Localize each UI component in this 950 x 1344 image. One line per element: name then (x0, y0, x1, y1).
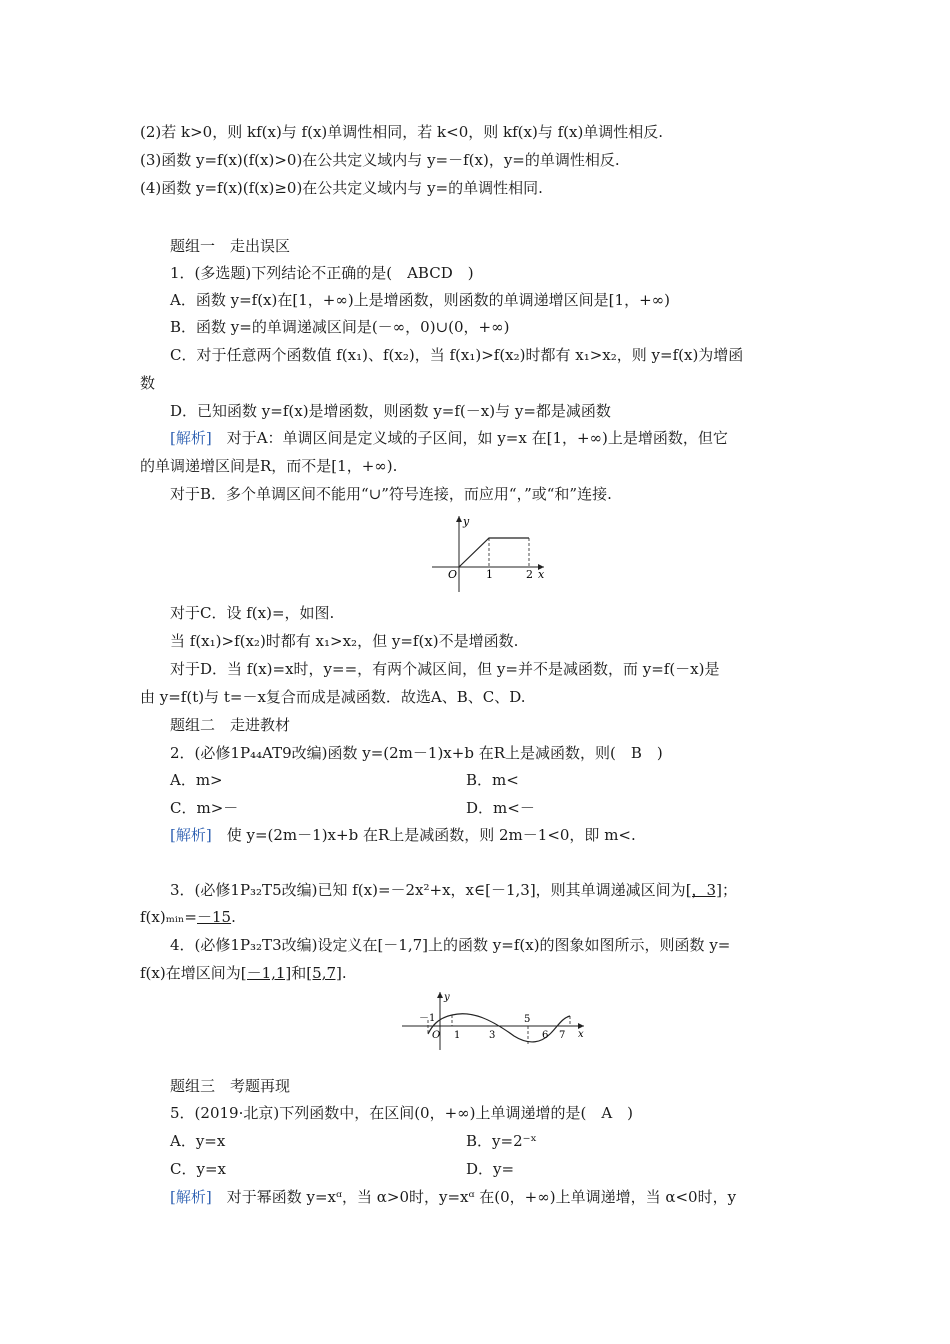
analysis-tag: [解析] (170, 1188, 212, 1206)
fig2-x-label: x (578, 1029, 584, 1040)
question-3-answer-2: －15 (197, 908, 232, 926)
group-heading-3: 题组三 考题再现 (170, 1077, 291, 1095)
question-4-text: f(x)在增区间为 (140, 964, 241, 982)
analysis-2-text: 使 y=(2m－1)x+b 在R上是减函数，则 2m－1<0，即 m<. (211, 826, 636, 844)
property-4: (4)函数 y=f(x)(f(x)≥0)在公共定义域内与 y=的单调性相同. (140, 179, 543, 197)
question-1-option-d: D．已知函数 y=f(x)是增函数，则函数 y=f(－x)与 y=都是减函数 (170, 402, 611, 420)
analysis-tag: [解析] (170, 429, 212, 447)
question-5-option-a: A．y=x (170, 1132, 226, 1150)
fig1-x-label: x (538, 568, 545, 581)
analysis-5 (170, 1187, 736, 1207)
question-1-option-a: A．函数 y=f(x)在[1，+∞)上是增函数，则函数的单调递增区间是[1，+∞) (170, 291, 670, 309)
fig2-y-label: y (444, 992, 450, 1003)
analysis-1-c-cont: 当 f(x₁)>f(x₂)时都有 x₁>x₂，但 y=f(x)不是增函数. (170, 632, 519, 650)
fig2-tick-3: 3 (489, 1030, 496, 1041)
question-2-option-c: C．m>－ (170, 799, 239, 817)
question-1-option-c: C．对于任意两个函数值 f(x₁)、f(x₂)，当 f(x₁)>f(x₂)时都有 x₁>x₂，则 y=f(x)为增函 (170, 346, 744, 364)
question-4-answer-1: [－1,1] (240, 964, 292, 982)
figure-piecewise-graph (432, 512, 552, 592)
question-4-and: 和 (291, 964, 307, 982)
fig2-tick-7: 7 (559, 1030, 566, 1041)
question-2-option-b: B．m< (466, 771, 519, 789)
question-5-option-c: C．y=x (170, 1160, 226, 1178)
question-4-end: . (341, 964, 347, 982)
question-5-option-b: B．y=2⁻ˣ (466, 1132, 537, 1150)
property-3: (3)函数 y=f(x)(f(x)>0)在公共定义域内与 y=－f(x)，y=的单调性相反. (140, 151, 620, 169)
question-3-end: . (231, 908, 236, 926)
question-1-option-c-cont: 数 (140, 374, 156, 392)
analysis-5-text: 对于幂函数 y=xᵅ，当 α>0时，y=xᵅ 在(0，+∞)上单调递增，当 α<0时，y (211, 1188, 737, 1206)
question-4-cont (140, 963, 347, 983)
fig2-tick-1: 1 (454, 1030, 461, 1041)
question-3-answer-1: [，3] (685, 881, 722, 899)
fig2-tick-6: 6 (542, 1030, 549, 1041)
question-3 (170, 880, 737, 900)
question-3-text: 3．(必修1P₃₂T5改编)已知 f(x)=－2x²+x，x∈[－1,3]，则其单调递减区间为 (170, 881, 686, 899)
fig2-tick-neg1: －1 (419, 1013, 436, 1024)
analysis-2 (170, 825, 636, 845)
question-2-option-d: D．m<－ (466, 799, 535, 817)
analysis-1-b: 对于B．多个单调区间不能用“∪”符号连接，而应用“，”或“和”连接. (170, 485, 612, 503)
analysis-tag: [解析] (170, 826, 212, 844)
question-2-option-a: A．m> (170, 771, 223, 789)
analysis-1-d: 对于D．当 f(x)=x时，y==，有两个减区间，但 y=并不是减函数，而 y=f(－x)是 (170, 660, 720, 678)
question-4: 4．(必修1P₃₂T3改编)设定义在[－1,7]上的函数 y=f(x)的图象如图所示，则函数 y= (170, 936, 731, 954)
fig1-y-label: y (463, 515, 470, 528)
fig1-origin: O (448, 568, 458, 581)
group-heading-1: 题组一 走出误区 (170, 237, 291, 255)
property-2: (2)若 k>0，则 kf(x)与 f(x)单调性相同，若 k<0，则 kf(x)与 f(x)单调性相反. (140, 123, 664, 141)
analysis-1-text: 对于A：单调区间是定义域的子区间，如 y=x 在[1，+∞)上是增函数，但它 (211, 429, 728, 447)
analysis-1-c: 对于C．设 f(x)=，如图. (170, 604, 335, 622)
question-3-cont (140, 907, 236, 927)
fig1-tick-2: 2 (526, 568, 533, 581)
analysis-1-cont: 的单调递增区间是R，而不是[1，+∞). (140, 457, 398, 475)
analysis-1 (170, 428, 728, 448)
group-heading-2: 题组二 走进教材 (170, 716, 291, 734)
analysis-1-d-cont: 由 y=f(t)与 t=－x复合而成是减函数．故选A、B、C、D. (140, 688, 526, 706)
figure-wave-graph (402, 990, 587, 1050)
fig2-tick-5: 5 (524, 1014, 531, 1025)
question-2: 2．(必修1P₄₄AT9改编)函数 y=(2m－1)x+b 在R上是减函数，则( B ) (170, 744, 663, 762)
question-5-option-d: D．y= (466, 1160, 515, 1178)
question-3-min-label: f(x)ₘᵢₙ= (140, 908, 197, 926)
fig1-tick-1: 1 (486, 568, 493, 581)
question-1: 1．(多选题)下列结论不正确的是( ABCD ) (170, 264, 474, 282)
question-4-answer-2: [5,7] (306, 964, 342, 982)
question-1-option-b: B．函数 y=的单调递减区间是(－∞，0)∪(0，+∞) (170, 318, 510, 336)
question-5: 5．(2019·北京)下列函数中，在区间(0，+∞)上单调递增的是( A ) (170, 1104, 634, 1122)
question-3-punct: ； (721, 881, 737, 899)
fig2-origin: O (432, 1030, 441, 1041)
